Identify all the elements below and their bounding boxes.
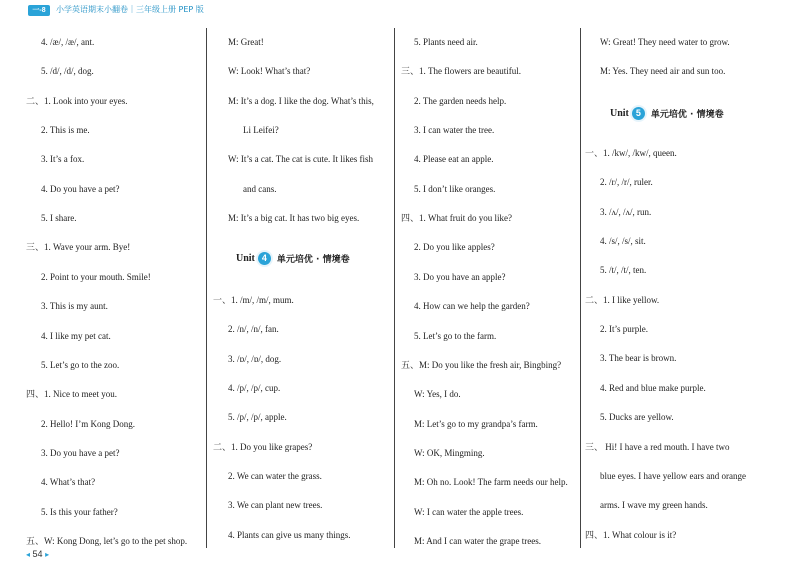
answer-line: M: It’s a dog. I like the dog. What’s this,: [228, 95, 374, 106]
answer-line: 3. It’s a fox.: [41, 154, 85, 165]
answer-line: 4. /p/, /p/, cup.: [228, 383, 281, 394]
answer-line: 3. Do you have an apple?: [414, 271, 506, 282]
answer-line: 5. /d/, /d/, dog.: [41, 66, 94, 77]
answer-line: 四、1. What fruit do you like?: [401, 213, 512, 224]
answer-line: 五、W: Kong Dong, let’s go to the pet shop.: [26, 535, 188, 546]
answer-line: 一、1. /kw/, /kw/, queen.: [585, 148, 677, 158]
unit-heading: [236, 252, 350, 265]
answer-line: 3. This is my aunt.: [41, 301, 108, 312]
answer-line: W: I can water the apple trees.: [414, 506, 524, 517]
answer-line: 2. /n/, /n/, fan.: [228, 324, 279, 335]
unit-label: Unit: [236, 253, 255, 264]
column-divider: [394, 28, 395, 548]
answer-line: 5. Plants need air.: [414, 37, 478, 47]
answer-line: 一、1. /m/, /m/, mum.: [213, 295, 294, 305]
answer-line: W: OK, Mingming.: [414, 447, 485, 458]
answer-line: 3. I can water the tree.: [414, 125, 495, 136]
answer-line: 5. I share.: [41, 213, 77, 224]
answer-line: arms. I wave my green hands.: [600, 500, 708, 511]
answer-line: M: And I can water the grape trees.: [414, 535, 541, 546]
answer-line: W: It’s a cat. The cat is cute. It likes fish: [228, 154, 373, 165]
answer-line: M: Yes. They need air and sun too.: [600, 66, 726, 77]
answer-line: W: Great! They need water to grow.: [600, 37, 730, 47]
answer-line: 2. Point to your mouth. Smile!: [41, 271, 151, 282]
answer-line: 4. What’s that?: [41, 477, 96, 488]
answer-line: 2. It’s purple.: [600, 324, 648, 335]
answer-line: M: Great!: [228, 37, 264, 47]
answer-line: 4. /s/, /s/, sit.: [600, 236, 646, 247]
answer-line: 4. Red and blue make purple.: [600, 382, 706, 393]
answer-line: 二、1. Do you like grapes?: [213, 441, 313, 452]
answer-line: 三、1. The flowers are beautiful.: [401, 66, 521, 77]
answer-line: 2. This is me.: [41, 125, 90, 136]
answer-line: 4. I like my pet cat.: [41, 330, 111, 341]
answer-line: Li Leifei?: [243, 125, 279, 136]
answer-line: and cans.: [243, 183, 277, 194]
answer-line: 5. Let’s go to the farm.: [414, 330, 497, 341]
answer-line: 4. Plants can give us many things.: [228, 529, 351, 540]
unit-number-badge: 5: [632, 107, 645, 120]
book-title: 小学英语期末小翻卷｜三年级上册 PEP 版: [56, 5, 204, 14]
unit-title: 单元培优 · 情境卷: [276, 255, 350, 265]
answer-line: 2. Do you like apples?: [414, 242, 495, 253]
answer-line: 三、1. Wave your arm. Bye!: [26, 242, 131, 253]
answer-column-2: [208, 28, 393, 554]
answer-line: 二、1. I like yellow.: [585, 294, 660, 305]
unit-label: Unit: [610, 108, 629, 119]
answer-line: 5. /p/, /p/, apple.: [228, 412, 287, 423]
page-footer: [26, 549, 49, 559]
answer-line: 5. Is this your father?: [41, 506, 118, 517]
answer-line: W: Yes, I do.: [414, 389, 461, 400]
answer-line: M: Oh no. Look! The farm needs our help.: [414, 477, 568, 488]
section-tag: 一-8: [28, 5, 50, 16]
answer-line: 二、1. Look into your eyes.: [26, 95, 128, 106]
unit-heading: [610, 107, 724, 120]
answer-line: 4. How can we help the garden?: [414, 301, 530, 312]
answer-line: 5. Ducks are yellow.: [600, 412, 674, 423]
dot-icon: ▸: [45, 550, 50, 559]
answer-line: 2. We can water the grass.: [228, 471, 322, 482]
dot-icon: ◂: [26, 550, 31, 559]
answer-line: 2. Hello! I’m Kong Dong.: [41, 418, 135, 429]
answer-column-4: [582, 28, 797, 554]
answer-line: 3. /ʌ/, /ʌ/, run.: [600, 206, 652, 217]
answer-line: 三、 Hi! I have a red mouth. I have two: [585, 441, 730, 452]
answer-line: 3. /ɒ/, /ɒ/, dog.: [228, 353, 282, 364]
answer-column-1: [0, 28, 205, 554]
answer-column-3: [396, 28, 579, 554]
answer-line: 5. Let’s go to the zoo.: [41, 359, 120, 370]
answer-line: 四、1. Nice to meet you.: [26, 389, 117, 400]
answer-line: W: Look! What’s that?: [228, 66, 311, 77]
answer-line: 2. The garden needs help.: [414, 95, 507, 106]
column-divider: [206, 28, 207, 548]
answer-line: 5. /t/, /t/, ten.: [600, 265, 647, 276]
answer-line: blue eyes. I have yellow ears and orange: [600, 470, 746, 481]
answer-line: 2. /r/, /r/, ruler.: [600, 177, 653, 188]
page-number: 54: [32, 549, 43, 559]
answer-line: 3. The bear is brown.: [600, 353, 677, 364]
page-header: [0, 0, 800, 28]
answer-line: 四、1. What colour is it?: [585, 529, 677, 540]
unit-number-badge: 4: [258, 252, 271, 265]
answer-line: 3. We can plant new trees.: [228, 500, 323, 511]
column-divider: [580, 28, 581, 548]
answer-line: 4. Please eat an apple.: [414, 154, 494, 165]
answer-line: 4. Do you have a pet?: [41, 183, 120, 194]
answer-line: 3. Do you have a pet?: [41, 447, 120, 458]
answer-line: M: Let’s go to my grandpa’s farm.: [414, 418, 538, 429]
answer-line: 5. I don’t like oranges.: [414, 183, 496, 194]
unit-title: 单元培优 · 情境卷: [650, 110, 724, 120]
answer-line: M: It’s a big cat. It has two big eyes.: [228, 213, 360, 224]
answer-line: 五、M: Do you like the fresh air, Bingbing?: [401, 359, 562, 370]
answer-line: 4. /æ/, /æ/, ant.: [41, 37, 95, 47]
